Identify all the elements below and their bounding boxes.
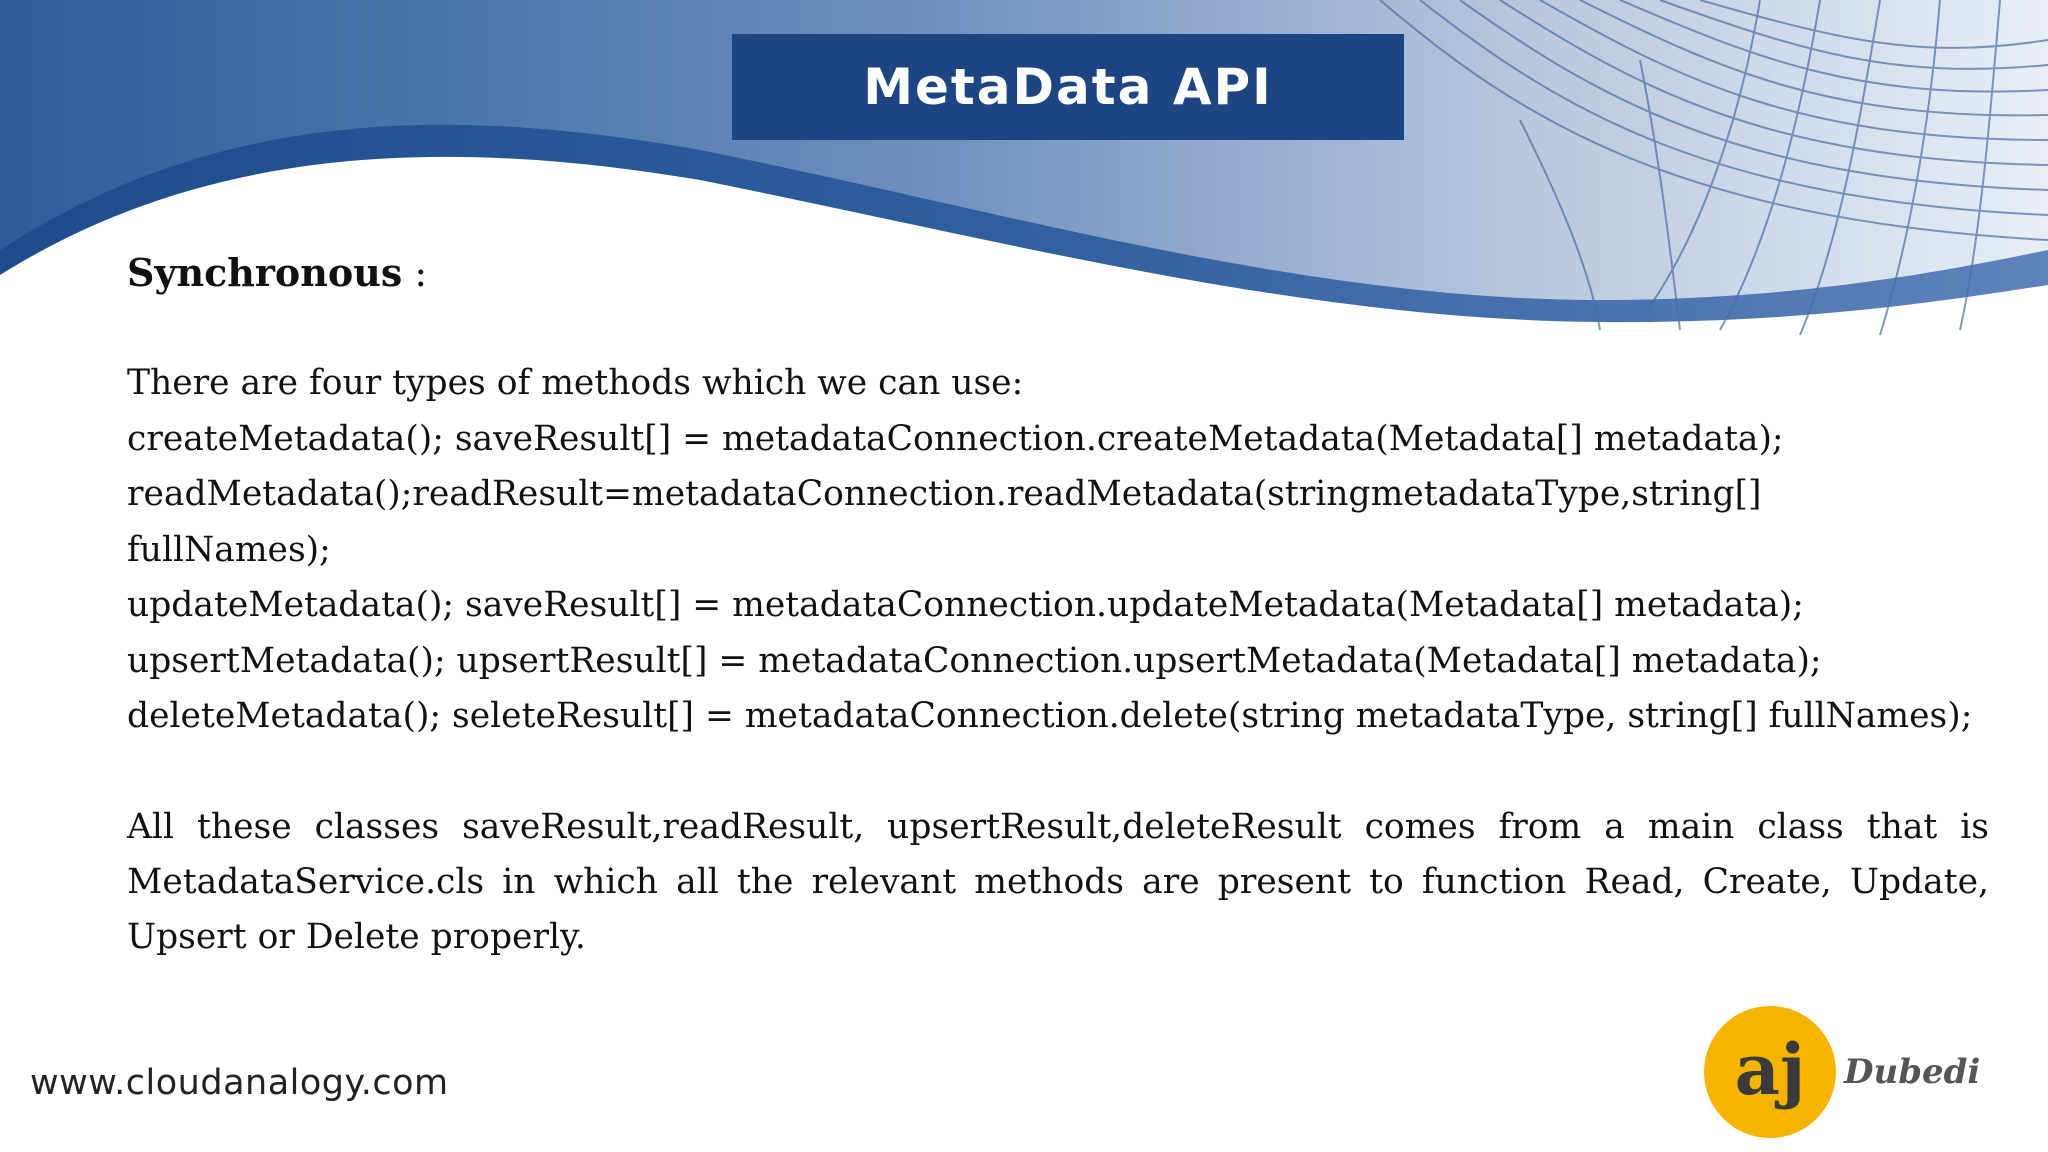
method-line-create: createMetadata(); saveResult[] = metadataConnection.createMetadata(Metadata[] metadata); [127,418,1784,459]
heading-text: Synchronous [127,250,403,295]
aj-logo-icon [1704,1006,1836,1138]
section-heading [127,245,1989,301]
method-line-read: readMetadata();readResult=metadataConnection.readMetadata(stringmetadataType,string[] [127,474,1762,514]
intro-line: There are four types of methods which we can use: [127,363,1024,403]
page-title: MetaData API [863,58,1273,116]
heading-suffix: : [402,251,428,295]
footer-website-url: www.cloudanalogy.com [30,1063,449,1103]
paragraph-spacer [127,745,1989,800]
logo-mark-text: aj [1734,1027,1806,1111]
slide-body [127,245,1989,965]
method-line-read-continued: fullNames); [127,529,331,570]
method-line-delete: deleteMetadata(); seleteResult[] = metadataConnection.delete(string metadataType, string[] fullNames); [127,696,1973,736]
summary-paragraph: All these classes saveResult,readResult, upsertResult,deleteResult comes from a main class that is MetadataService.cls in which all the relevant methods are present to function Read, Create, Update, Upsert or Delete properly. [127,806,1989,957]
method-line-upsert: upsertMetadata(); upsertResult[] = metadataConnection.upsertMetadata(Metadata[] metadata); [127,640,1822,681]
method-line-update: updateMetadata(); saveResult[] = metadataConnection.updateMetadata(Metadata[] metadata); [127,585,1804,625]
title-banner [732,34,1404,140]
logo-signature: Dubedi [1844,1052,1981,1092]
